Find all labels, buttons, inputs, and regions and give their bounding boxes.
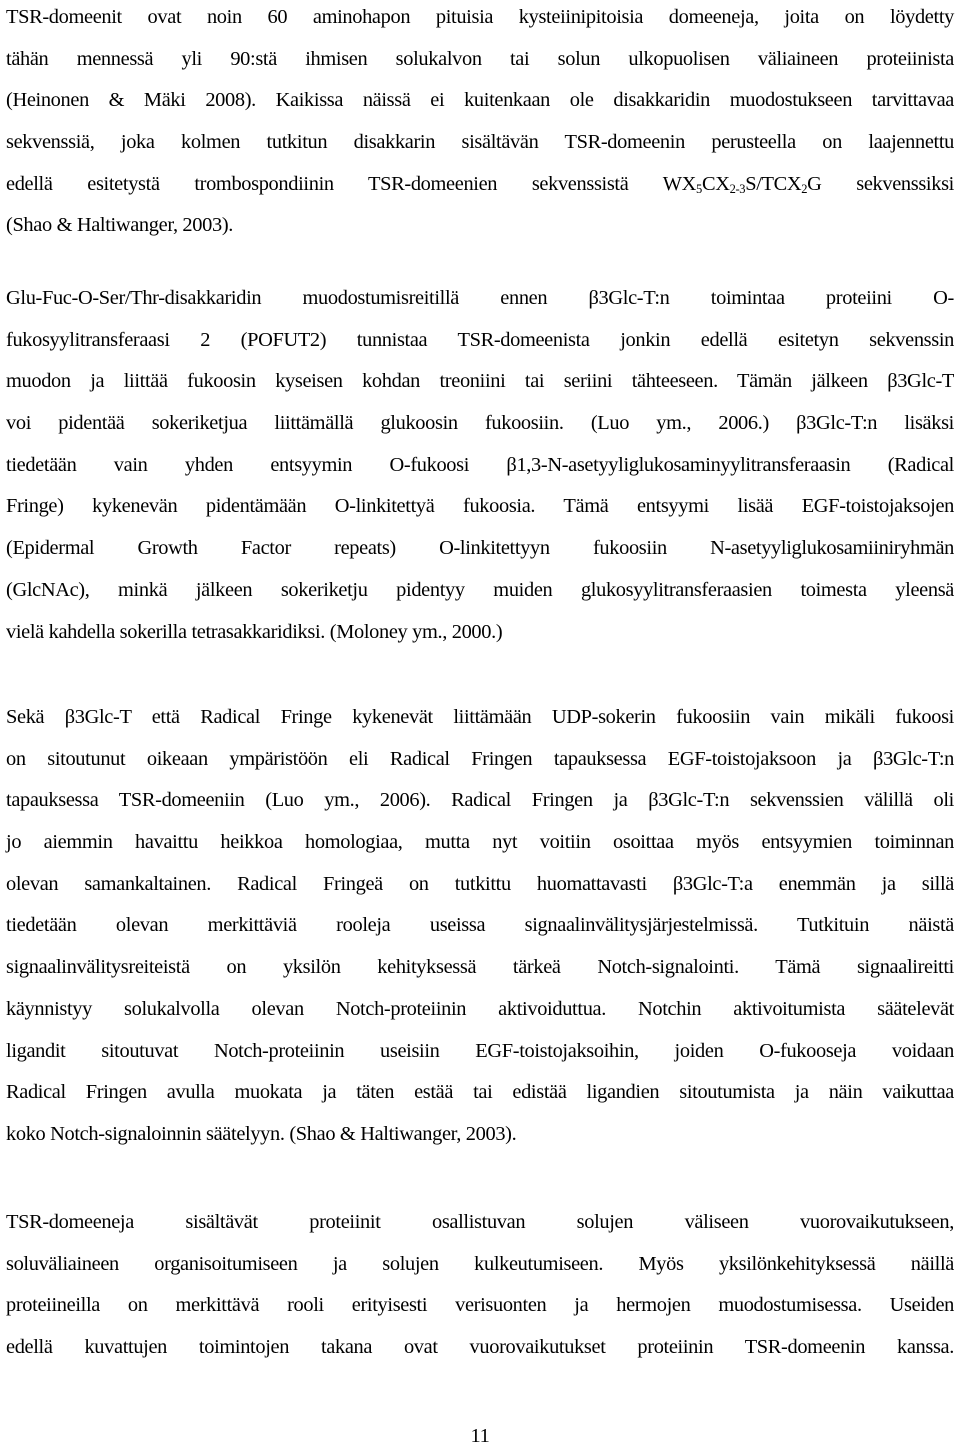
paragraph-tsr-proteins <box>6 1202 954 1369</box>
text-line-sequence <box>6 164 954 206</box>
sequence-suffix: G sekvenssiksi <box>807 172 954 195</box>
text-line: (Epidermal Growth Factor repeats) O-linkitettyyn fukoosiin N-asetyyliglukosamiiniryhmän <box>6 537 954 560</box>
text-line: soluväliaineen organisoitumiseen ja solujen kulkeutumiseen. Myös yksilönkehityksessä näillä <box>6 1252 954 1275</box>
text-line: (Heinonen & Mäki 2008). Kaikissa näissä ei kuitenkaan ole disakkaridin muodostukseen tarvittavaa <box>6 89 954 112</box>
text-line: ligandit sitoutuvat Notch-proteiinin useisiin EGF-toistojaksoihin, joiden O-fukooseja voidaan <box>6 1039 954 1062</box>
subscript: 5 <box>696 181 702 196</box>
text-line: tapauksessa TSR-domeeniin (Luo ym., 2006). Radical Fringen ja β3Glc-T:n sekvenssien välillä oli <box>6 789 954 812</box>
text-line: Glu-Fuc-O-Ser/Thr-disakkaridin muodostumisreitillä ennen β3Glc-T:n toimintaa proteiini O- <box>6 287 954 309</box>
text-line: olevan samankaltainen. Radical Fringeä on tutkittu huomattavasti β3Glc-T:a enemmän ja sillä <box>6 872 954 895</box>
text-line: signaalinvälitysreiteistä on yksilön kehityksessä tärkeä Notch-signalointi. Tämä signaalireitti <box>6 956 954 979</box>
text-line: Radical Fringen avulla muokata ja täten estää tai edistää ligandien sitoutumista ja näin vaikuttaa <box>6 1081 954 1104</box>
text-line: Sekä β3Glc-T että Radical Fringe kykenevät liittämään UDP-sokerin fukoosiin vain mikäli fukoosi <box>6 706 954 728</box>
text-line: (GlcNAc), minkä jälkeen sokeriketju pidentyy muiden glukosyylitransferaasien toimesta yleensä <box>6 578 954 601</box>
text-line: on sitoutunut oikeaan ympäristöön eli Radical Fringen tapauksessa EGF-toistojaksoon ja β3Glc-T:n <box>6 747 954 770</box>
text-line: jo aiemmin havaittu heikkoa homologiaa, mutta nyt voitiin osoittaa myös entsyymien toiminnan <box>6 831 954 854</box>
text-line: TSR-domeeneja sisältävät proteiinit osallistuvan solujen väliseen vuorovaikutukseen, <box>6 1211 954 1233</box>
text-line: käynnistyy solukalvolla olevan Notch-proteiinin aktivoiduttua. Notchin aktivoitumista säätelevät <box>6 997 954 1020</box>
text-line: edellä kuvattujen toimintojen takana ovat vuorovaikutukset proteiinin TSR-domeenin kanssa. <box>6 1336 954 1359</box>
sequence-part: CX <box>701 172 730 195</box>
text-line: tähän mennessä yli 90:stä ihmisen solukalvon tai solun ulkopuolisen väliaineen proteiinista <box>6 47 954 70</box>
sequence-prefix: edellä esitetystä trombospondiinin TSR-domeenien sekvenssistä WX <box>6 172 697 195</box>
text-line: sekvenssiä, joka kolmen tutkitun disakkarin sisältävän TSR-domeenin perusteella on laajennettu <box>6 131 954 154</box>
paragraph-radical-fringe <box>6 697 954 1156</box>
paragraph-fucose-pathway <box>6 278 954 653</box>
text-line: fukosyylitransferaasi 2 (POFUT2) tunnistaa TSR-domeenista jonkin edellä esitetyn sekvenssin <box>6 328 954 351</box>
sequence-part: S/TCX <box>745 172 802 195</box>
subscript: 2-3 <box>729 181 746 196</box>
page-number: 11 <box>470 1425 490 1447</box>
subscript: 2 <box>801 181 808 196</box>
text-line: koko Notch-signaloinnin säätelyyn. (Shao & Haltiwanger, 2003). <box>6 1122 517 1145</box>
text-line: TSR-domeenit ovat noin 60 aminohapon pituisia kysteiinipitoisia domeeneja, joita on löydetty <box>6 6 954 28</box>
paragraph-tsr-domains <box>6 0 954 247</box>
text-line: proteiineilla on merkittävä rooli erityisesti verisuonten ja hermojen muodostumisessa. Useiden <box>6 1294 954 1317</box>
text-line: vielä kahdella sokerilla tetrasakkaridiksi. (Moloney ym., 2000.) <box>6 620 503 643</box>
text-line: tiedetään vain yhden entsyymin O-fukoosi β1,3-N-asetyyliglukosaminyylitransferaasin (Radical <box>6 453 954 476</box>
text-line: voi pidentää sokeriketjua liittämällä glukoosin fukoosiin. (Luo ym., 2006.) β3Glc-T:n lisäksi <box>6 412 954 435</box>
text-line: (Shao & Haltiwanger, 2003). <box>6 214 234 237</box>
text-line: muodon ja liittää fukoosin kyseisen kohdan treoniini tai seriini tähteeseen. Tämän jälkeen β3Glc-T <box>6 370 954 393</box>
text-line: tiedetään olevan merkittäviä rooleja useissa signaalinvälitysjärjestelmissä. Tutkituin näistä <box>6 914 954 937</box>
text-line: Fringe) kykenevän pidentämään O-linkitettyä fukoosia. Tämä entsyymi lisää EGF-toistojaksojen <box>6 495 954 518</box>
